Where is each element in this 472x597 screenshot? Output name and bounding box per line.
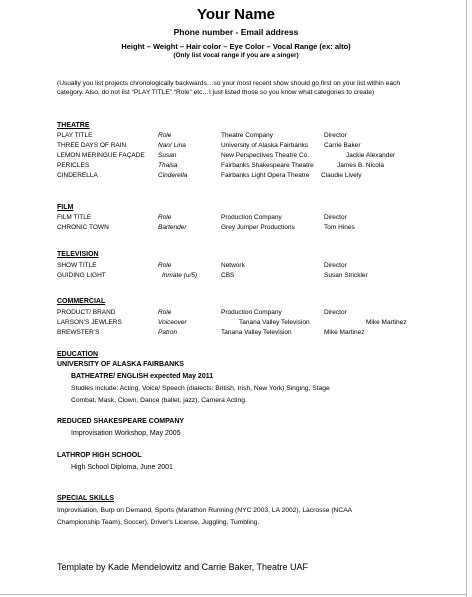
credit-title: PRODUCT/ BRAND [57, 309, 116, 316]
credit-title: BREWSTER'S [57, 329, 100, 336]
commercial-row [0, 319, 472, 328]
page-border-bottom [0, 594, 467, 595]
television-row [0, 262, 472, 271]
credit-director: Claudie Lively [321, 172, 362, 179]
diploma-line: High School Diploma, June 2001 [71, 464, 173, 471]
credit-title: LARSON'S JEWLERS [57, 319, 122, 326]
theatre-row [0, 172, 472, 181]
credit-title: SHOW TITLE [57, 262, 97, 269]
credit-role: Nan/ Lina [158, 142, 186, 149]
school-uaf: UNIVERSITY OF ALASKA FAIRBANKS [57, 361, 184, 368]
vocal-range-note: (Only list vocal range if you are a singer) [173, 52, 299, 59]
section-heading-television: TELEVISION [57, 251, 99, 258]
credit-company: New Perspectives Theatre Co. [221, 152, 310, 159]
credit-role: Voiceover [158, 319, 187, 326]
credit-role: Role [158, 262, 172, 269]
credit-company: Production Company [221, 214, 282, 221]
credit-company: Production Company [221, 309, 282, 316]
credit-title: CHRONIC TOWN [57, 224, 109, 231]
studies-line: Studies include: Acting, Voice/ Speech (dialects: British, Irish, New York) Singing, Stage [71, 385, 330, 392]
section-heading-special-skills: SPECIAL SKILLS [57, 495, 115, 502]
template-credit-footer: Template by Kade Mendelowitz and Carrie Baker, Theatre UAF [57, 562, 308, 572]
section-heading-education: EDUCATION [57, 351, 99, 358]
credit-director: Mike Martinez [324, 329, 365, 336]
credit-role: Role [158, 132, 172, 139]
school-reduced-shakespeare: REDUCED SHAKESPEARE COMPANY [57, 418, 185, 425]
credit-role: Role [158, 309, 172, 316]
credit-role: Patron [158, 329, 178, 336]
credit-director: James B. Nicola [337, 162, 384, 169]
credit-company: Theatre Company [221, 132, 274, 139]
section-heading-film: FILM [57, 204, 74, 211]
film-row [0, 224, 472, 233]
intro-paragraph: (Usually you list projects chronologically backwards…so your most recent show should go first on your list within each category. Also, do not list “PLAY TITLE” “Role” etc…I just listed those so you know what categories to create) [57, 80, 401, 96]
credit-title: FILM TITLE [57, 214, 92, 221]
credit-role: Role [158, 214, 172, 221]
theatre-row [0, 132, 472, 141]
credit-role: Thaisa [158, 162, 178, 169]
credit-role: Susan [158, 152, 177, 159]
credit-company: Fairbanks Shakespeare Theatre [221, 162, 314, 169]
credit-title: GUIDING LIGHT [57, 272, 106, 279]
credit-director: Director [324, 214, 347, 221]
credit-role: Cinderella [158, 172, 188, 179]
credit-director: Tom Hines [324, 224, 355, 231]
credit-director: Susan Strickler [324, 272, 368, 279]
credit-title: THREE DAYS OF RAIN [57, 142, 127, 149]
credit-company: Network [221, 262, 245, 269]
workshop-line: Improvisation Workshop, May 2005 [71, 430, 181, 437]
section-heading-commercial: COMMERCIAL [57, 298, 106, 305]
credit-director: Director [324, 132, 347, 139]
credit-director: Jackie Alexander [346, 152, 396, 159]
section-heading-theatre: THEATRE [57, 122, 90, 129]
credit-company: Fairbanks Light Opera Theatre [221, 172, 310, 179]
credit-role: Inmate (u/5) [162, 272, 198, 279]
degree-line: BATHEATRE/ ENGLISH expected May 2011 [71, 373, 214, 380]
credit-director: Mike Martinez [366, 319, 407, 326]
resume-name: Your Name [196, 6, 276, 23]
credit-title: PERICLES [57, 162, 90, 169]
credit-company: University of Alaska Fairbanks [221, 142, 309, 149]
credit-director: Director [324, 309, 347, 316]
studies-line: Combat, Mask, Clown, Dance (ballet, jazz), Camera Acting. [71, 397, 247, 404]
commercial-row [0, 329, 472, 338]
credit-company: Grey Jumper Productions [221, 224, 295, 231]
school-lathrop: LATHROP HIGH SCHOOL [57, 452, 142, 459]
theatre-row [0, 152, 472, 161]
credit-company: CBS [221, 272, 235, 279]
skills-line: Championship Team), Soccer), Driver's License, Juggling, Tumbling. [57, 519, 260, 526]
skills-line: Improvisation, Burp on Demand, Sports (Marathon Running (NYC 2003, LA 2002), Lacrosse (NCAA [57, 507, 353, 514]
credit-title: CINDERELLA [57, 172, 98, 179]
credit-title: PLAY TITLE [57, 132, 93, 139]
credit-director: Director [324, 262, 347, 269]
credit-director: Carrie Baker [324, 142, 361, 149]
credit-title: LEMON MERINGUE FAÇADE [57, 152, 145, 159]
credit-role: Bartender [158, 224, 187, 231]
credit-company: Tanana Valley Television [221, 329, 292, 336]
credit-company: Tanana Valley Television [239, 319, 310, 326]
television-row [0, 272, 472, 281]
physical-stats-line: Height – Weight – Hair color – Eye Color – Vocal Range (ex: alto) [121, 42, 351, 51]
theatre-row [0, 162, 472, 171]
commercial-row [0, 309, 472, 318]
theatre-row [0, 142, 472, 151]
film-row [0, 214, 472, 223]
contact-line: Phone number - Email address [173, 27, 299, 37]
page-border-right [466, 0, 467, 597]
